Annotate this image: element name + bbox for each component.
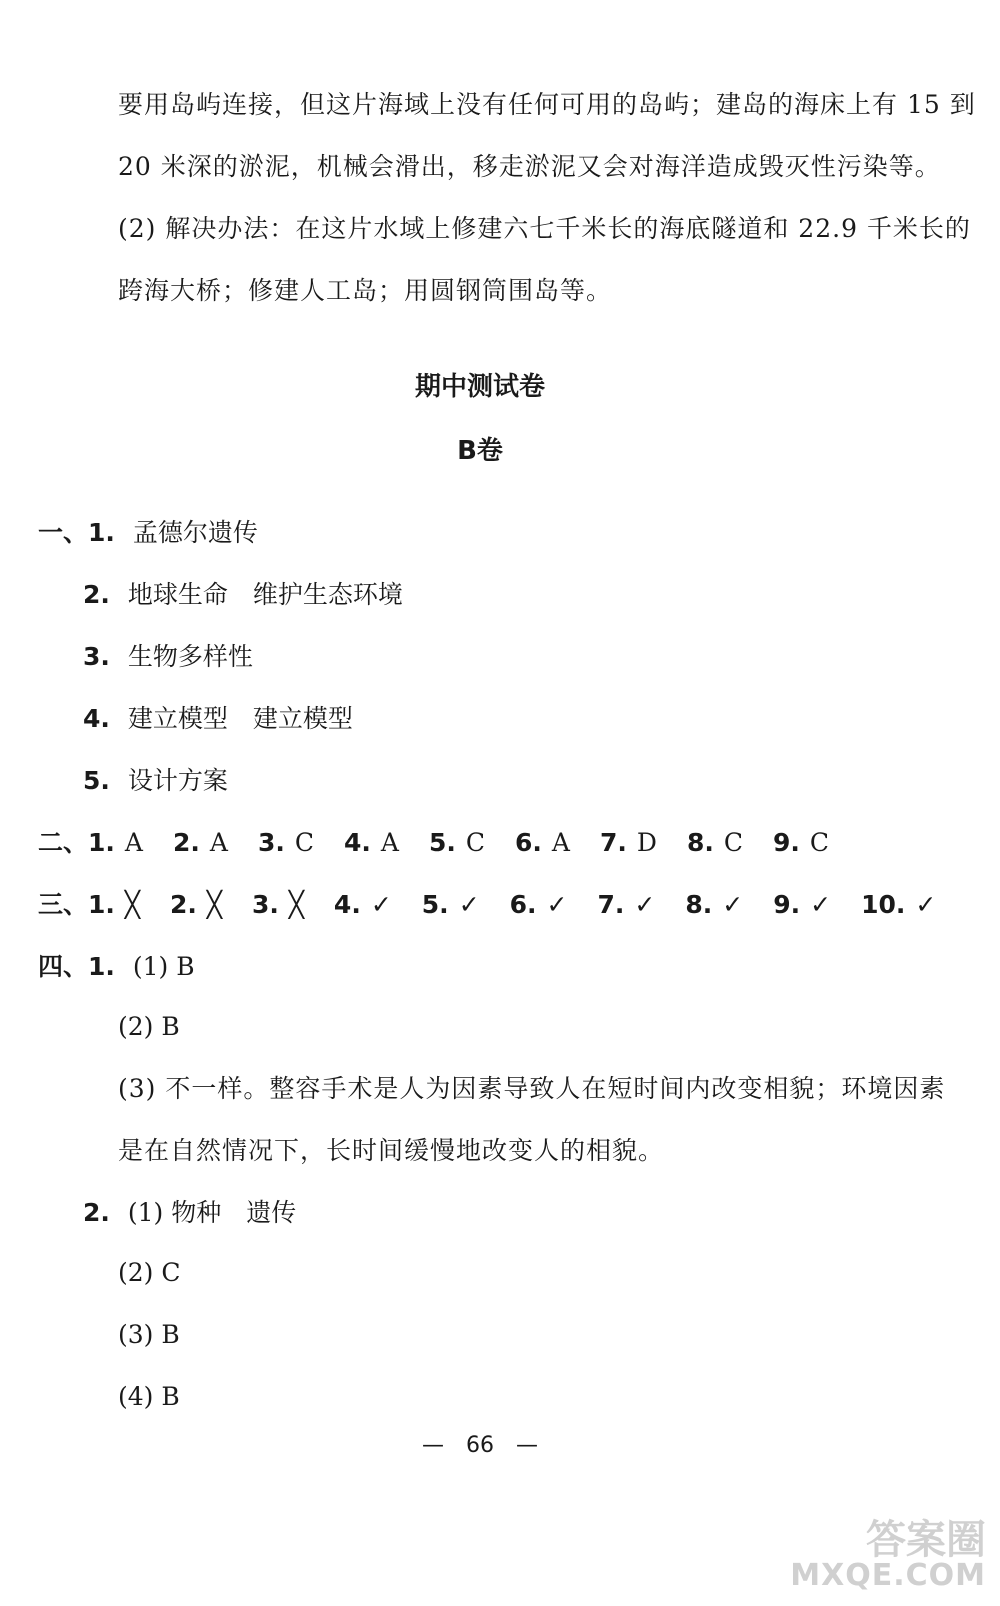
check-mark: ✓ xyxy=(458,890,480,919)
item-number: 3. xyxy=(83,642,110,671)
watermark-big-text: 答案圈 xyxy=(866,1517,986,1563)
section1-item-1 xyxy=(38,516,288,550)
check-mark: ✓ xyxy=(810,890,832,919)
item-number: 3. xyxy=(251,890,279,919)
section4-q2-a2: (2) C xyxy=(118,1258,181,1287)
cross-mark: ╳ xyxy=(206,890,222,919)
item-number: 2. xyxy=(172,828,200,857)
item-number: 4. xyxy=(333,890,361,919)
check-mark: ✓ xyxy=(722,890,744,919)
item-number: 1. xyxy=(88,828,115,857)
item-number: 9. xyxy=(772,828,800,857)
item-number: 2. xyxy=(83,1198,110,1227)
item-number: 5. xyxy=(421,890,449,919)
section4-q1-a2: (2) B xyxy=(118,1012,180,1041)
item-answer: 孟德尔遗传 xyxy=(132,518,258,547)
item-number: 3. xyxy=(257,828,285,857)
item-answer: (1) 物种 遗传 xyxy=(127,1198,297,1227)
check-mark: ✓ xyxy=(546,890,568,919)
cross-mark: ╳ xyxy=(288,890,304,919)
item-answer: C xyxy=(723,828,743,857)
item-answer: (1) B xyxy=(132,952,195,981)
item-number: 2. xyxy=(83,580,110,609)
section3-label: 三、 xyxy=(38,890,89,919)
section4-q2-a3: (3) B xyxy=(118,1320,180,1349)
item-answer: A xyxy=(209,828,228,857)
section1-item-4 xyxy=(83,702,383,736)
item-number: 7. xyxy=(597,890,625,919)
item-number: 9. xyxy=(773,890,801,919)
item-answer: A xyxy=(124,828,143,857)
continuation-line-2: 20 米深的淤泥，机械会滑出，移走淤泥又会对海洋造成毁灭性污染等。 xyxy=(118,152,941,181)
item-number: 8. xyxy=(686,828,714,857)
page-subtitle: B卷 xyxy=(457,436,503,466)
item-answer: C xyxy=(294,828,314,857)
item-answer: A xyxy=(551,828,570,857)
section4-q2-a1 xyxy=(83,1196,326,1230)
section3-row xyxy=(38,888,936,922)
watermark-logo xyxy=(790,1517,986,1593)
page-number: — 66 — xyxy=(422,1433,538,1458)
item-number: 5. xyxy=(428,828,456,857)
section1-label: 一、 xyxy=(38,518,89,547)
item-answer: 地球生命 维护生态环境 xyxy=(127,580,403,609)
item-number: 1. xyxy=(88,952,115,981)
check-mark: ✓ xyxy=(915,890,937,919)
section4-label: 四、 xyxy=(38,952,89,981)
item-number: 4. xyxy=(344,828,371,857)
item-number: 2. xyxy=(169,890,197,919)
section4-q1-a1 xyxy=(38,950,225,984)
item-answer: 生物多样性 xyxy=(127,642,253,671)
item-number: 6. xyxy=(509,890,537,919)
item-answer: C xyxy=(809,828,830,857)
section2-label: 二、 xyxy=(38,828,89,857)
section1-item-5 xyxy=(83,764,258,798)
item-answer: 设计方案 xyxy=(127,766,228,795)
item-answer: 建立模型 建立模型 xyxy=(127,704,353,733)
check-mark: ✓ xyxy=(370,890,392,919)
item-number: 10. xyxy=(861,890,906,919)
item-number: 5. xyxy=(83,766,110,795)
section4-q2-a4: (4) B xyxy=(118,1382,180,1411)
section4-q1-a3-line2: 是在自然情况下，长时间缓慢地改变人的相貌。 xyxy=(118,1136,665,1165)
continuation-line-3: (2) 解决办法：在这片水域上修建六七千米长的海底隧道和 22.9 千米长的 xyxy=(118,214,971,243)
section2-row xyxy=(38,826,859,860)
section1-item-3 xyxy=(83,640,283,674)
watermark-small-text: MXQE.COM xyxy=(790,1558,986,1593)
continuation-line-4: 跨海大桥；修建人工岛；用圆钢筒围岛等。 xyxy=(118,276,613,305)
cross-mark: ╳ xyxy=(124,890,140,919)
page-title: 期中测试卷 xyxy=(414,372,545,402)
section4-q1-a3-line1: (3) 不一样。整容手术是人为因素导致人在短时间内改变相貌；环境因素 xyxy=(118,1074,946,1103)
check-mark: ✓ xyxy=(634,890,656,919)
section1-item-2 xyxy=(83,578,433,612)
item-number: 6. xyxy=(515,828,542,857)
continuation-line-1: 要用岛屿连接，但这片海域上没有任何可用的岛屿；建岛的海床上有 15 到 xyxy=(118,90,976,119)
item-number: 8. xyxy=(685,890,713,919)
item-number: 1. xyxy=(88,890,115,919)
item-answer: C xyxy=(465,828,486,857)
item-number: 4. xyxy=(83,704,110,733)
item-answer: D xyxy=(636,828,657,857)
item-number: 1. xyxy=(88,518,115,547)
item-answer: A xyxy=(380,828,399,857)
item-number: 7. xyxy=(599,828,627,857)
